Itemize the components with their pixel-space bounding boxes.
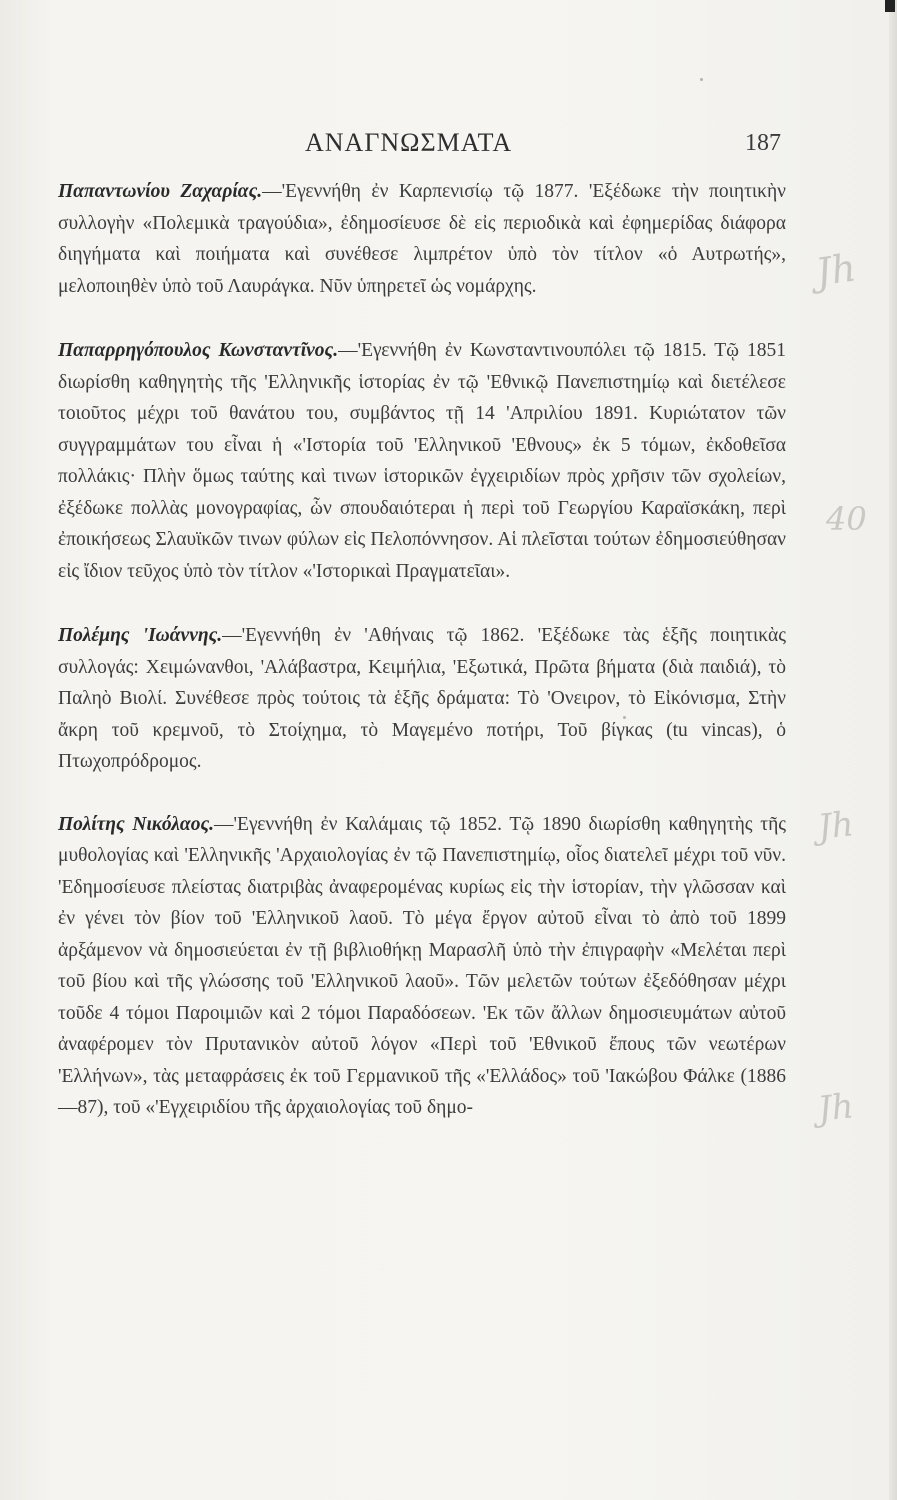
page-number: 187 <box>745 130 781 156</box>
corner-mark <box>885 0 895 12</box>
entry-text: —'Εγεννήθη ἐν Καλάμαις τῷ 1852. Τῷ 1890 διωρίσθη καθηγητὴς τῆς μυθολογίας καὶ 'Ελληνικῆς 'Αρχαιολογίας ἐν τῷ Πανεπιστημίῳ, οἷος διατελεῖ μέχρι τοῦ νῦν. 'Εδημοσίευσε πλείστας διατριβὰς ἀναφερομένας κυρίως εἰς τὴν ἱστορίαν, τὴν γλῶσσαν καὶ ἐν γένει τὸν βίον τοῦ 'Ελληνικοῦ λαοῦ. Τὸ μέγα ἔργον αὐτοῦ εἶναι τὸ ἀπὸ τοῦ 1899 ἀρξάμενον νὰ δημοσιεύεται ἐν τῇ βιβλιοθήκῃ Μαρασλῆ ὑπὸ τὴν ἐπιγραφὴν «Μελέται περὶ τοῦ βίου καὶ τῆς γλώσσης τοῦ 'Ελληνικοῦ λαοῦ». Τῶν μελετῶν τούτων ἐξεδόθησαν μέχρι τοῦδε 4 τόμοι Παροιμιῶν καὶ 2 τόμοι Παραδόσεων. 'Εκ τῶν ἄλλων δημοσιευμάτων αὐτοῦ ἀναφέρομεν τὸν Πρυτανικὸν αὐτοῦ λόγον «Περὶ τοῦ 'Εθνικοῦ ἔπους τῶν νεωτέρων 'Ελλήνων», τὰς μεταφράσεις ἐκ τοῦ Γερμανικοῦ τῆς «'Ελλάδος» τοῦ 'Ιακώβου Φάλκε (1886—87), τοῦ «'Εγχειριδίου τῆς ἀρχαιολογίας τοῦ δημο- <box>58 813 786 1118</box>
margin-note-pencil: Jh <box>813 245 859 295</box>
entries-list <box>58 176 786 1124</box>
entry-politis <box>58 809 786 1124</box>
entry-text: —'Εγεννήθη ἐν Κωνσταντινουπόλει τῷ 1815. Τῷ 1851 διωρίσθη καθηγητὴς τῆς 'Ελληνικῆς ἱστορίας ἐν τῷ 'Εθνικῷ Πανεπιστημίῳ καὶ διετέλεσε τοιοῦτος μέχρι τοῦ θανάτου του, συμβάντος τῇ 14 'Απριλίου 1891. Κυριώτατον τῶν συγγραμμάτων του εἶναι ἡ «'Ιστορία τοῦ 'Ελληνικοῦ 'Εθνους» ἐκ 5 τόμων, ἐκδοθεῖσα πολλάκις· Πλὴν ὅμως ταύτης καὶ τινων ἱστορικῶν ἐγχειριδίων πρὸς χρῆσιν τῶν σχολείων, ἐξέδωκε πολλὰς μονογραφίας, ὧν σπουδαιότεραι ἡ περὶ τοῦ Γεωργίου Καραϊσκάκη, περὶ ἐποικήσεως Σλαυϊκῶν τινων φύλων εἰς Πελοπόννησον. Αἱ πλεῖσται τούτων ἐδημοσιεύθησαν εἰς ἴδιον τεῦχος ὑπὸ τὸν τίτλον «'Ιστορικαὶ Πραγματεῖαι». <box>58 340 786 582</box>
margin-note-pencil: Jh <box>816 1086 856 1130</box>
entry-name: Πολέμης 'Ιωάννης. <box>58 625 223 646</box>
entry-text: —'Εγεννήθη ἐν Καρπενισίῳ τῷ 1877. 'Εξέδωκε τὴν ποιητικὴν συλλογὴν «Πολεμικὰ τραγούδια», ἐδημοσίευσε δὲ εἰς περιοδικὰ καὶ ἐφημερίδας διάφορα διηγήματα καὶ ποιήματα καὶ συνέθεσε λιμπρέτον ὑπὸ τὸν τίτλον «ὁ Αυτρωτής», μελοποιηθὲν ὑπὸ τοῦ Λαυράγκα. Νῦν ὑπηρετεῖ ὡς νομάρχης. <box>58 181 786 297</box>
page-edge-shadow <box>889 0 897 1500</box>
page-header <box>0 122 897 162</box>
entry-name: Παπαντωνίου Ζαχαρίας. <box>58 181 263 202</box>
entry-paparrigopoulos <box>58 335 786 587</box>
entry-name: Πολίτης Νικόλαος. <box>58 813 215 835</box>
margin-note-pencil: Jh <box>816 804 856 848</box>
entry-name: Παπαρρηγόπουλος Κωνσταντῖνος. <box>58 340 339 361</box>
paper-speck <box>700 78 703 81</box>
entry-text: —'Εγεννήθη ἐν 'Αθήναις τῷ 1862. 'Εξέδωκε τὰς ἑξῆς ποιητικὰς συλλογάς: Χειμώνανθοι, 'Αλάβαστρα, Κειμήλια, 'Εξωτικά, Πρῶτα βήματα (διὰ παιδιά), τὸ Παληὸ Βιολί. Συνέθεσε πρὸς τούτοις τὰ ἑξῆς δράματα: Τὸ 'Ονειρον, τὸ Εἰκόνισμα, Στὴν ἄκρη τοῦ κρεμνοῦ, τὸ Στοίχημα, τὸ Μαγεμένο ποτήρι, Τοῦ βίγκας (tu vincas), ὁ Πτωχοπρόδρομος. <box>58 625 786 772</box>
running-title: ΑΝΑΓΝΩΣΜΑΤΑ <box>305 128 513 157</box>
entry-polemis <box>58 620 786 778</box>
paper-speck <box>623 716 626 719</box>
entry-papantoniou <box>58 176 786 302</box>
margin-note-pencil: 40 <box>826 500 867 538</box>
